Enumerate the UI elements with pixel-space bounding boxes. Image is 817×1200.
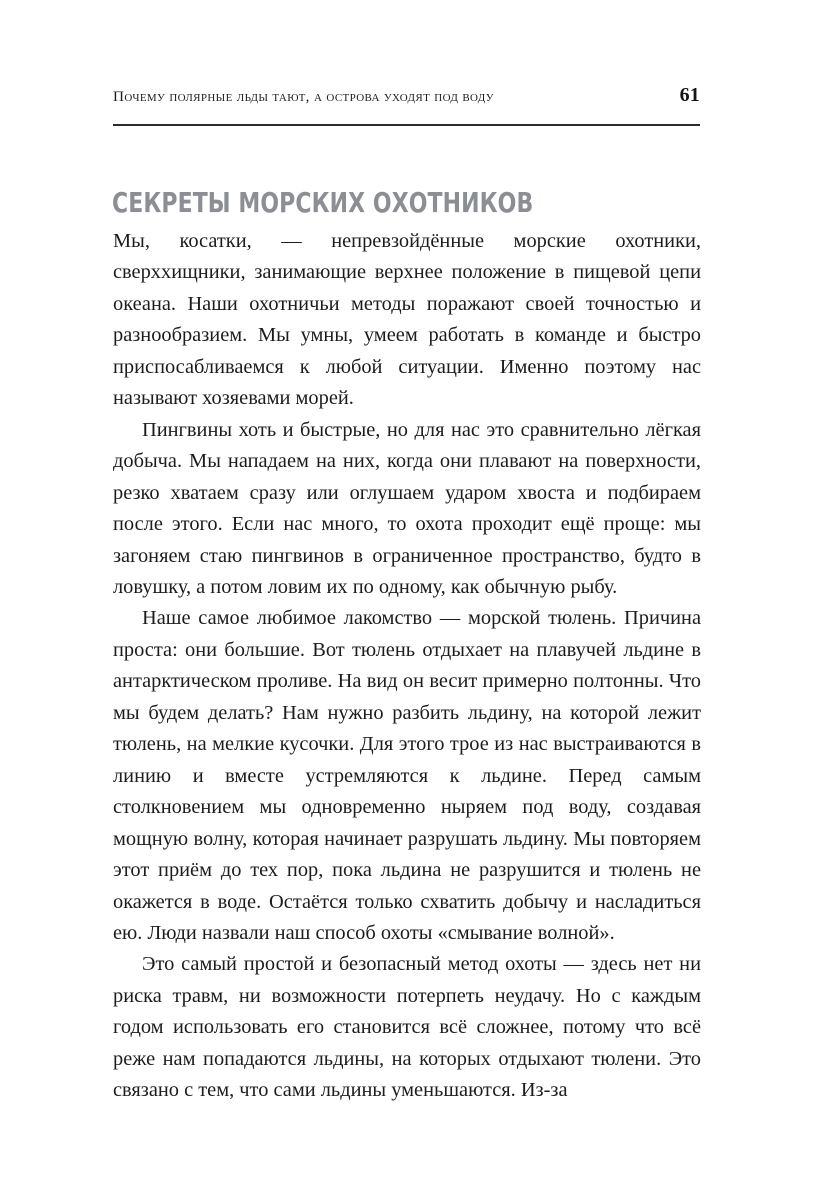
- page-number: 61: [679, 84, 700, 106]
- running-head-title: Почему полярные льды тают, а острова уходят под воду: [113, 88, 494, 105]
- header-divider-rule: [113, 124, 700, 126]
- running-head: [113, 84, 700, 107]
- paragraph: Мы, косатки, — непревзойдённые морские охотники, сверххищники, занимающие верхнее положение в пищевой цепи океана. Наши охотничьи методы поражают своей точностью и разнообразием. Мы умны, умеем работать в команде и быстро приспосабливаемся к любой ситуации. Именно поэтому нас называют хозяевами морей.: [113, 230, 701, 410]
- paragraph: Это самый простой и безопасный метод охоты — здесь нет ни риска травм, ни возможности потерпеть неудачу. Но с каждым годом использовать его становится всё сложнее, потому что всё реже нам попадаются льдины, на которых отдыхают тюлени. Это связано с тем, что сами льдины уменьшаются. Из-за: [113, 953, 701, 1102]
- paragraph: Пингвины хоть и быстрые, но для нас это сравнительно лёгкая добыча. Мы нападаем на них, когда они плавают на поверхности, резко хватаем сразу или оглушаем ударом хвоста и подбираем после этого. Если нас много, то охота проходит ещё проще: мы загоняем стаю пингвинов в ограниченное пространство, будто в ловушку, а потом ловим их по одному, как обычную рыбу.: [113, 418, 701, 598]
- paragraph: Наше самое любимое лакомство — морской тюлень. Причина проста: они большие. Вот тюлень отдыхает на плавучей льдине в антарктическом проливе. На вид он весит примерно полтонны. Что мы будем делать? Нам нужно разбить льдину, на которой лежит тюлень, на мелкие кусочки. Для этого трое из нас выстраиваются в линию и вместе устремляются к льдине. Перед самым столкновением мы одновременно ныряем под воду, создавая мощную волну, которая начинает разрушать льдину. Мы повторяем этот приём до тех пор, пока льдина не разрушится и тюлень не окажется в воде. Остаётся только схватить добычу и насладиться ею. Люди назвали наш способ охоты «смывание волной».: [113, 607, 701, 944]
- body-text-column: [113, 226, 701, 1107]
- section-heading: СЕКРЕТЫ МОРСКИХ ОХОТНИКОВ: [112, 186, 534, 219]
